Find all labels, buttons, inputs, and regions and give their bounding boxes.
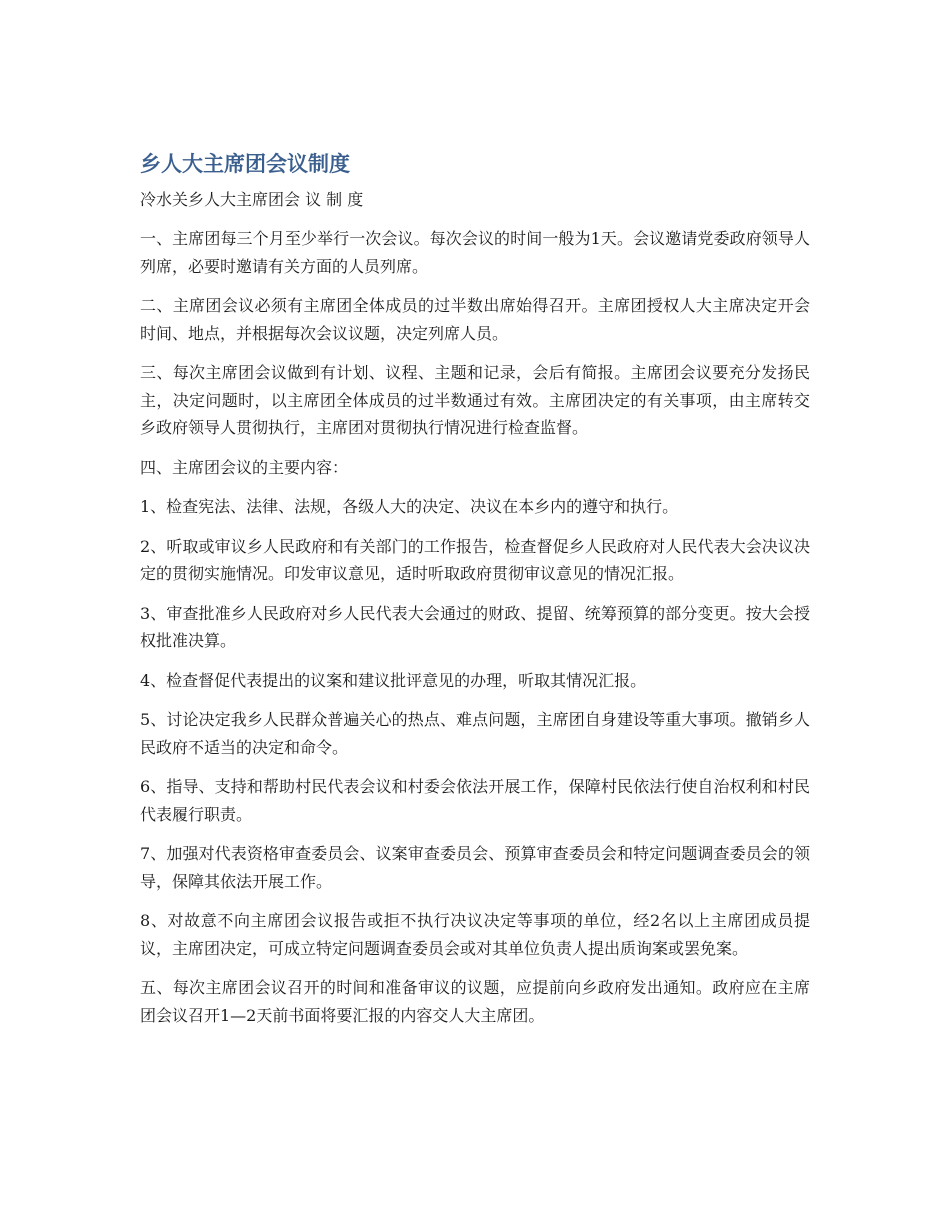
list-item-4: 4、检查督促代表提出的议案和建议批评意见的办理，听取其情况汇报。 [140,670,647,690]
list-item-3: 3、审查批准乡人民政府对乡人民代表大会通过的财政、提留、统筹预算的部分变更。按大会授权批准决算。 [140,603,810,650]
paragraph-2: 二、主席团会议必须有主席团全体成员的过半数出席始得召开。主席团授权人大主席决定开会时间、地点，并根据每次会议议题，决定列席人员。 [140,296,810,343]
document-page [140,148,810,1041]
document-title: 乡人大主席团会议制度 [140,152,350,176]
paragraph-4: 四、主席团会议的主要内容： [140,457,349,477]
list-item-5: 5、讨论决定我乡人民群众普遍关心的热点、难点问题，主席团自身建设等重大事项。撤销乡人民政府不适当的决定和命令。 [140,710,810,757]
document-subtitle: 冷水关乡人大主席团会 议 制 度 [140,190,364,209]
paragraph-3: 三、每次主席团会议做到有计划、议程、主题和记录，会后有简报。主席团会议要充分发扬民主，决定问题时，以主席团全体成员的过半数通过有效。主席团决定的有关事项，由主席转交乡政府领导人贯彻执行，主席团对贯彻执行情况进行检查监督。 [140,363,810,437]
list-item-2: 2、听取或审议乡人民政府和有关部门的工作报告，检查督促乡人民政府对人民代表大会决议决定的贯彻实施情况。印发审议意见，适时听取政府贯彻审议意见的情况汇报。 [140,536,810,583]
list-item-7: 7、加强对代表资格审查委员会、议案审查委员会、预算审查委员会和特定问题调查委员会的领导，保障其依法开展工作。 [140,844,810,891]
list-item-8: 8、对故意不向主席团会议报告或拒不执行决议决定等事项的单位，经2名以上主席团成员提议，主席团决定，可成立特定问题调查委员会或对其单位负责人提出质询案或罢免案。 [140,911,810,958]
paragraph-5: 五、每次主席团会议召开的时间和准备审议的议题，应提前向乡政府发出通知。政府应在主席团会议召开1—2天前书面将要汇报的内容交人大主席团。 [140,978,810,1025]
list-item-1: 1、检查宪法、法律、法规，各级人大的决定、决议在本乡内的遵守和执行。 [140,497,679,516]
paragraph-1: 一、主席团每三个月至少举行一次会议。每次会议的时间一般为1天。会议邀请党委政府领导人列席，必要时邀请有关方面的人员列席。 [140,229,810,276]
list-item-6: 6、指导、支持和帮助村民代表会议和村委会依法开展工作，保障村民依法行使自治权利和村民代表履行职责。 [140,777,810,824]
